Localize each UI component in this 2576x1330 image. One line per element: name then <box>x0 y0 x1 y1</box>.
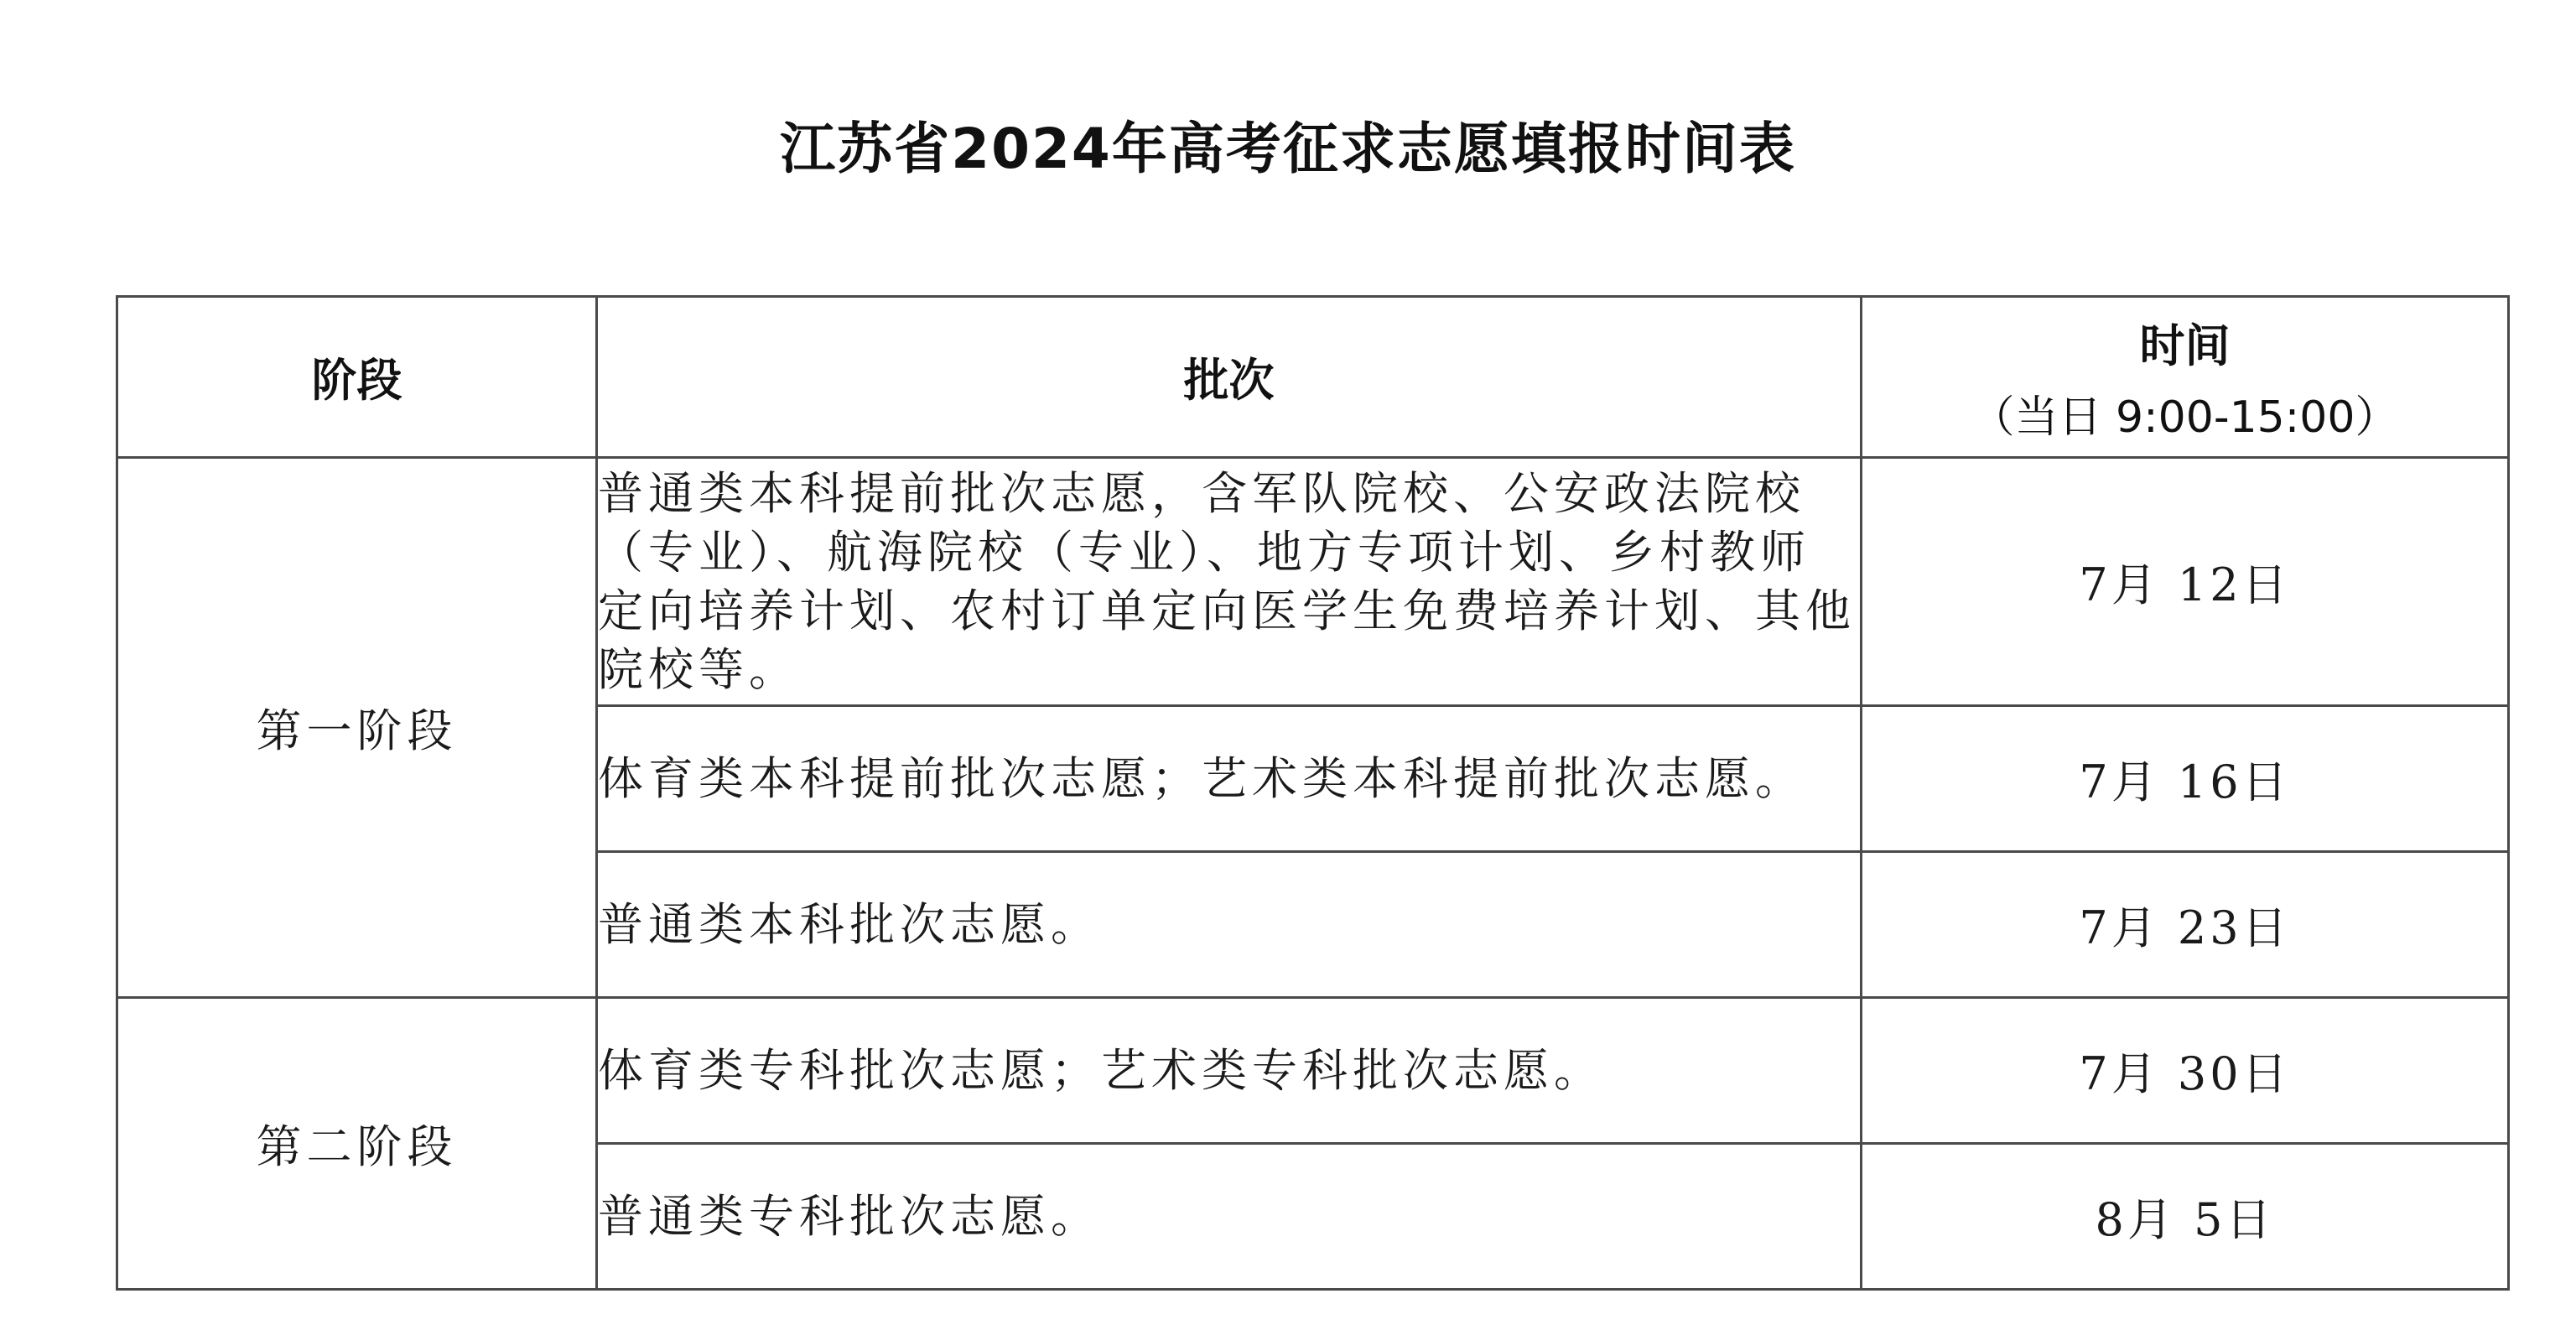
date-cell: 7月 23日 <box>1862 852 2509 998</box>
header-time-hours: （当日 9:00-15:00） <box>1971 392 2399 443</box>
date-cell: 7月 12日 <box>1862 458 2509 706</box>
date-cell: 7月 30日 <box>1862 998 2509 1144</box>
page-title: 江苏省2024年高考征求志愿填报时间表 <box>780 117 1796 181</box>
header-time <box>1862 297 2509 458</box>
header-batch: 批次 <box>597 297 1862 458</box>
batch-cell: 普通类专科批次志愿。 <box>597 1144 1862 1290</box>
header-time-label: 时间 <box>2139 319 2231 372</box>
stage-cell-first: 第一阶段 <box>117 458 597 998</box>
batch-cell: 普通类本科提前批次志愿，含军队院校、公安政法院校（专业）、航海院校（专业）、地方专项计划、乡村教师定向培养计划、农村订单定向医学生免费培养计划、其他院校等。 <box>597 458 1862 706</box>
table-header-row <box>117 297 2509 458</box>
header-stage: 阶段 <box>117 297 597 458</box>
table-row <box>117 458 2509 706</box>
batch-cell: 普通类本科批次志愿。 <box>597 852 1862 998</box>
batch-cell: 体育类专科批次志愿；艺术类专科批次志愿。 <box>597 998 1862 1144</box>
schedule-table <box>116 295 2510 1291</box>
date-cell: 8月 5日 <box>1862 1144 2509 1290</box>
table-row <box>117 998 2509 1144</box>
batch-cell: 体育类本科提前批次志愿；艺术类本科提前批次志愿。 <box>597 706 1862 852</box>
stage-cell-second: 第二阶段 <box>117 998 597 1290</box>
date-cell: 7月 16日 <box>1862 706 2509 852</box>
